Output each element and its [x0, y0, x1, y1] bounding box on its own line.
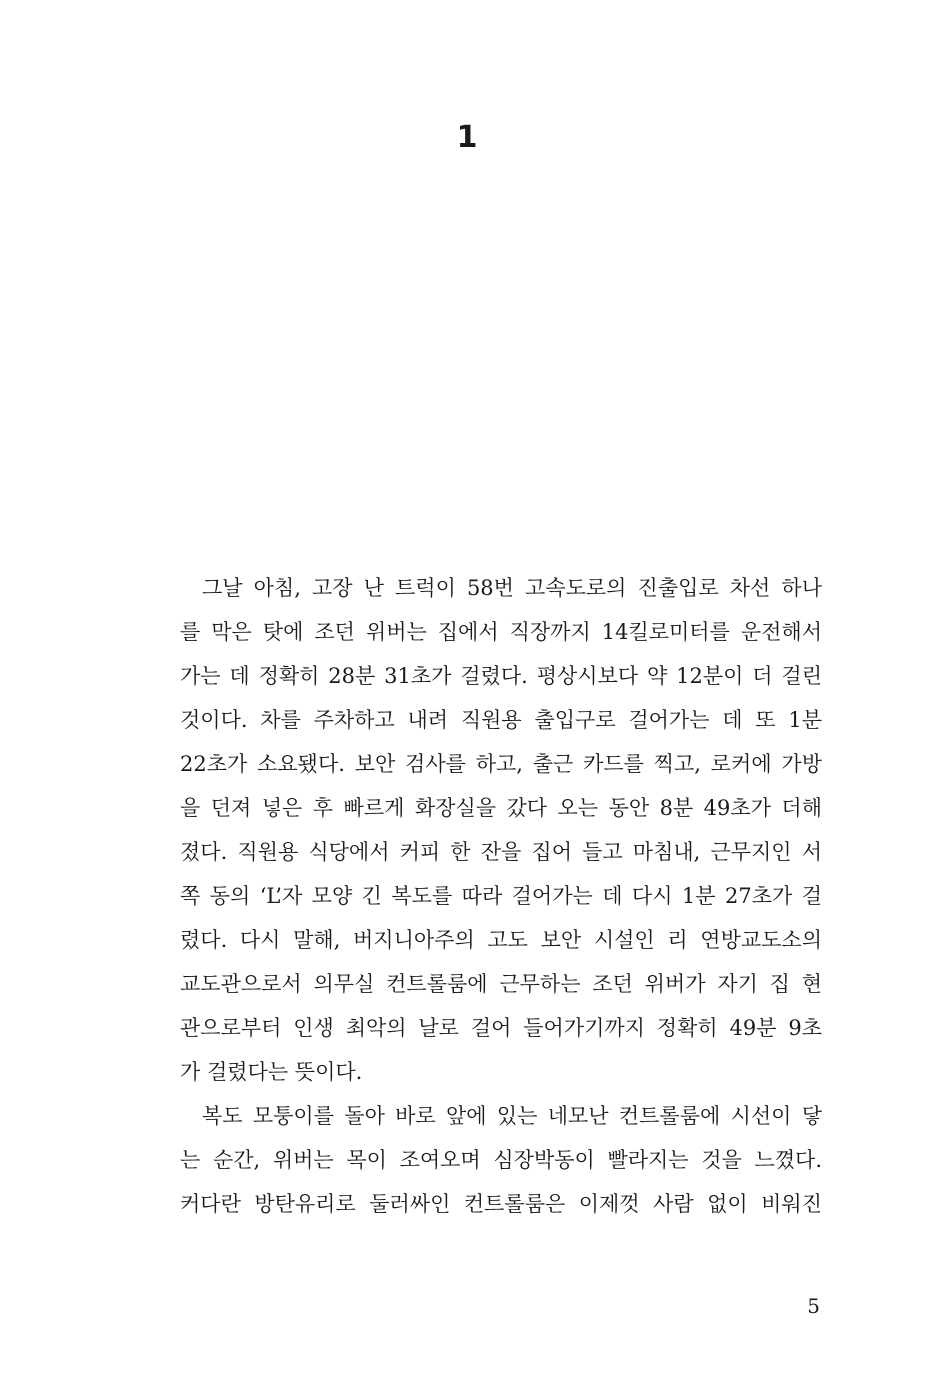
text-line: 교도관으로서 의무실 컨트롤룸에 근무하는 조던 위버가 자기 집 현 — [180, 972, 822, 996]
text-line: 을 던져 넣은 후 빠르게 화장실을 갔다 오는 동안 8분 49초가 더해 — [180, 796, 822, 820]
text-line: 가는 데 정확히 28분 31초가 걸렸다. 평상시보다 약 12분이 더 걸린 — [180, 664, 822, 688]
text-line: 는 순간, 위버는 목이 조여오며 심장박동이 빨라지는 것을 느꼈다. — [180, 1148, 822, 1172]
body-text — [180, 566, 822, 1226]
text-line: 복도 모퉁이를 돌아 바로 앞에 있는 네모난 컨트롤룸에 시선이 닿 — [202, 1104, 822, 1128]
text-line: 커다란 방탄유리로 둘러싸인 컨트롤룸은 이제껏 사람 없이 비워진 — [180, 1192, 822, 1216]
text-line: 렸다. 다시 말해, 버지니아주의 고도 보안 시설인 리 연방교도소의 — [180, 928, 822, 952]
text-line: 관으로부터 인생 최악의 날로 걸어 들어가기까지 정확히 49분 9초 — [180, 1016, 822, 1040]
chapter-number: 1 — [456, 120, 478, 155]
text-line: 가 걸렸다는 뜻이다. — [180, 1060, 363, 1084]
text-line: 22초가 소요됐다. 보안 검사를 하고, 출근 카드를 찍고, 로커에 가방 — [180, 752, 822, 776]
text-line: 것이다. 차를 주차하고 내려 직원용 출입구로 걸어가는 데 또 1분 — [180, 708, 822, 732]
page-number: 5 — [807, 1294, 820, 1318]
text-line: 졌다. 직원용 식당에서 커피 한 잔을 집어 들고 마침내, 근무지인 서 — [180, 840, 822, 864]
text-line: 그날 아침, 고장 난 트럭이 58번 고속도로의 진출입로 차선 하나 — [202, 576, 822, 600]
text-line: 를 막은 탓에 조던 위버는 집에서 직장까지 14킬로미터를 운전해서 — [180, 620, 822, 644]
text-line: 쪽 동의 ‘L’자 모양 긴 복도를 따라 걸어가는 데 다시 1분 27초가 걸 — [180, 884, 822, 908]
